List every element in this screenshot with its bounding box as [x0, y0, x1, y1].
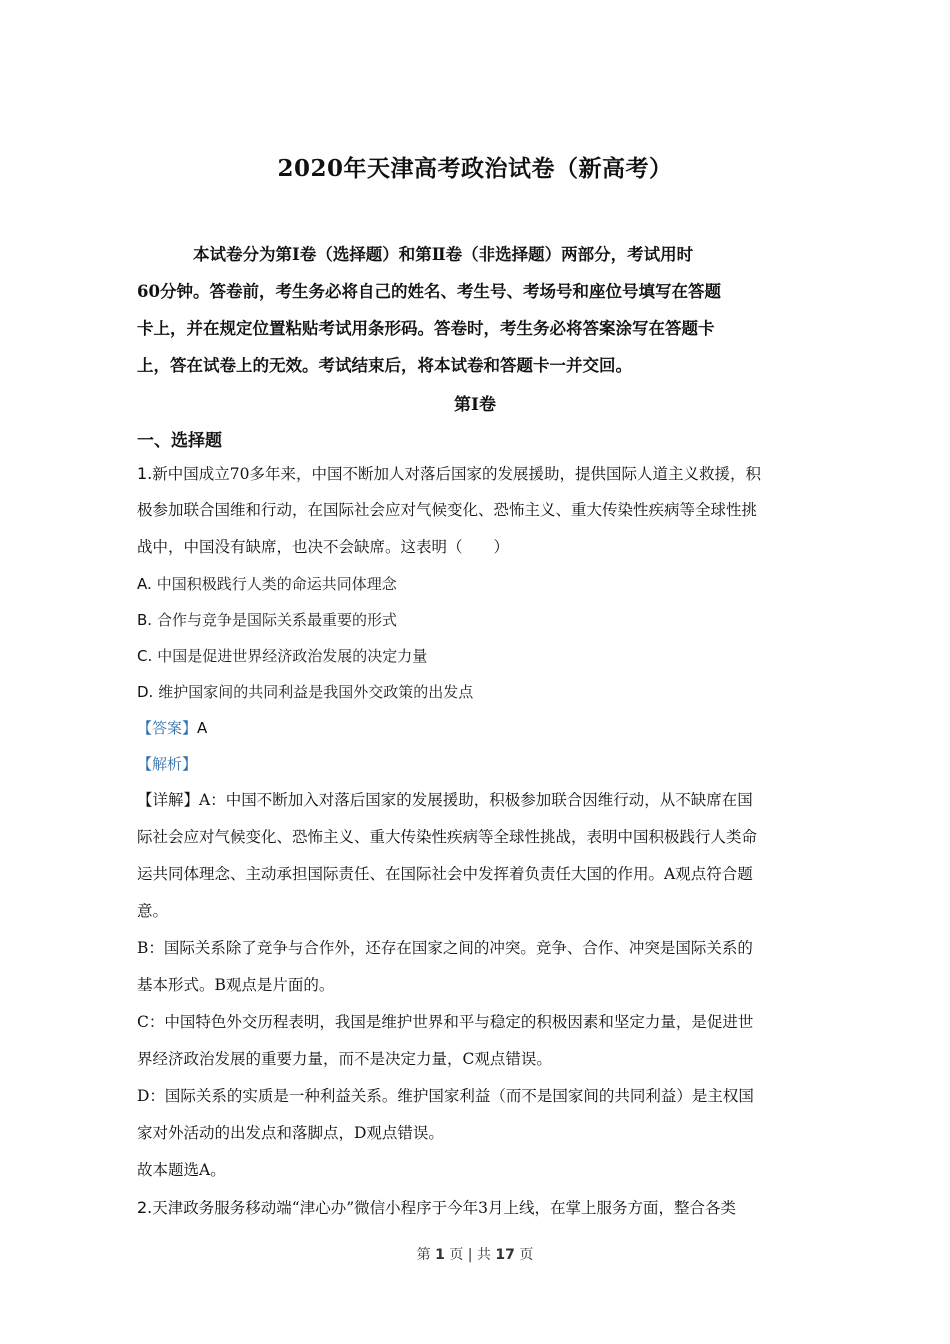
- option-text: 合作与竞争是国际关系最重要的形式: [157, 611, 398, 629]
- option-label: C.: [137, 647, 153, 665]
- option-text: 中国积极践行人类的命运共同体理念: [156, 575, 397, 593]
- option-text: 中国是促进世界经济政治发展的决定力量: [157, 647, 428, 665]
- stem-text: 新中国成立70多年来，中国不断加人对落后国家的发展援助，提供国际人道主义救援，积: [152, 465, 761, 483]
- option-label: B.: [137, 611, 153, 629]
- explanation-line: 家对外活动的出发点和落脚点，D观点错误。: [137, 1124, 444, 1142]
- section-heading: 一、选择题: [137, 431, 222, 451]
- instruction-line: 本试卷分为第Ⅰ卷（选择题）和第Ⅱ卷（非选择题）两部分，考试用时: [193, 245, 694, 264]
- option-label: D.: [137, 683, 154, 701]
- instruction-line: 上，答在试卷上的无效。考试结束后，将本试卷和答题卡一并交回。: [137, 356, 632, 375]
- current-page-number: 1: [435, 1247, 445, 1263]
- stem-text: 天津政务服务移动端“津心办”微信小程序于今年3月上线，在掌上服务方面，整合各类: [152, 1199, 736, 1217]
- volume-heading: 第Ⅰ卷: [454, 395, 496, 415]
- question-stem-line: 极参加联合国维和行动，在国际社会应对气候变化、恐怖主义、重大传染性疾病等全球性挑: [137, 501, 758, 519]
- question-1: [137, 455, 827, 1226]
- total-pages: 17: [495, 1247, 515, 1263]
- explanation-line: C：中国特色外交历程表明，我国是维护世界和平与稳定的积极因素和坚定力量，是促进世: [137, 1013, 754, 1031]
- explanation-line: 运共同体理念、主动承担国际责任、在国际社会中发挥着负责任大国的作用。A观点符合题: [137, 865, 753, 883]
- option-text: 维护国家间的共同利益是我国外交政策的出发点: [158, 683, 474, 701]
- option-b: [137, 602, 827, 638]
- analysis-row: [137, 746, 827, 782]
- question-number: 1.: [137, 464, 153, 483]
- explanation-line: [137, 782, 827, 819]
- option-a: [137, 566, 827, 602]
- explanation-line: 际社会应对气候变化、恐怖主义、重大传染性疾病等全球性挑战，表明中国积极践行人类命: [137, 828, 758, 846]
- analysis-label: 【解析】: [137, 755, 198, 773]
- question-number: 2.: [137, 1198, 153, 1217]
- option-c: [137, 638, 827, 674]
- explanation-line: B：国际关系除了竞争与合作外，还存在国家之间的冲突。竞争、合作、冲突是国际关系的: [137, 939, 753, 957]
- explanation-line: 故本题选A。: [137, 1161, 226, 1179]
- instruction-line: 卡上，并在规定位置粘贴考试用条形码。答卷时，考生务必将答案涂写在答题卡: [137, 319, 715, 338]
- explanation-line: D：国际关系的实质是一种利益关系。维护国家利益（而不是国家间的共同利益）是主权国: [137, 1087, 754, 1105]
- explanation-line: 界经济政治发展的重要力量，而不是决定力量，C观点错误。: [137, 1050, 552, 1068]
- option-label: A.: [137, 575, 152, 593]
- footer-separator: 页 | 共: [449, 1247, 491, 1263]
- question-stem-line: 战中，中国没有缺席，也决不会缺席。这表明（ ）: [137, 538, 510, 556]
- exam-instructions: [137, 236, 817, 384]
- footer-prefix: 第: [416, 1247, 431, 1263]
- answer-row: [137, 710, 827, 746]
- answer-value: A: [197, 719, 208, 737]
- question-stem-line: [137, 455, 827, 492]
- explanation-line: 基本形式。B观点是片面的。: [137, 976, 335, 994]
- explanation-text: A：中国不断加入对落后国家的发展援助，积极参加联合因维行动，从不缺席在国: [199, 791, 753, 809]
- page-footer: [0, 1244, 950, 1264]
- answer-label: 【答案】: [137, 719, 198, 737]
- detail-label: 【详解】: [137, 791, 200, 809]
- question-2-stem-line: [137, 1189, 827, 1226]
- explanation-line: 意。: [137, 902, 169, 920]
- option-d: [137, 674, 827, 710]
- footer-suffix: 页: [519, 1247, 534, 1263]
- document-title: 2020年天津高考政治试卷（新高考）: [277, 155, 673, 182]
- instruction-line: 60分钟。答卷前，考生务必将自己的姓名、考生号、考场号和座位号填写在答题: [137, 282, 721, 301]
